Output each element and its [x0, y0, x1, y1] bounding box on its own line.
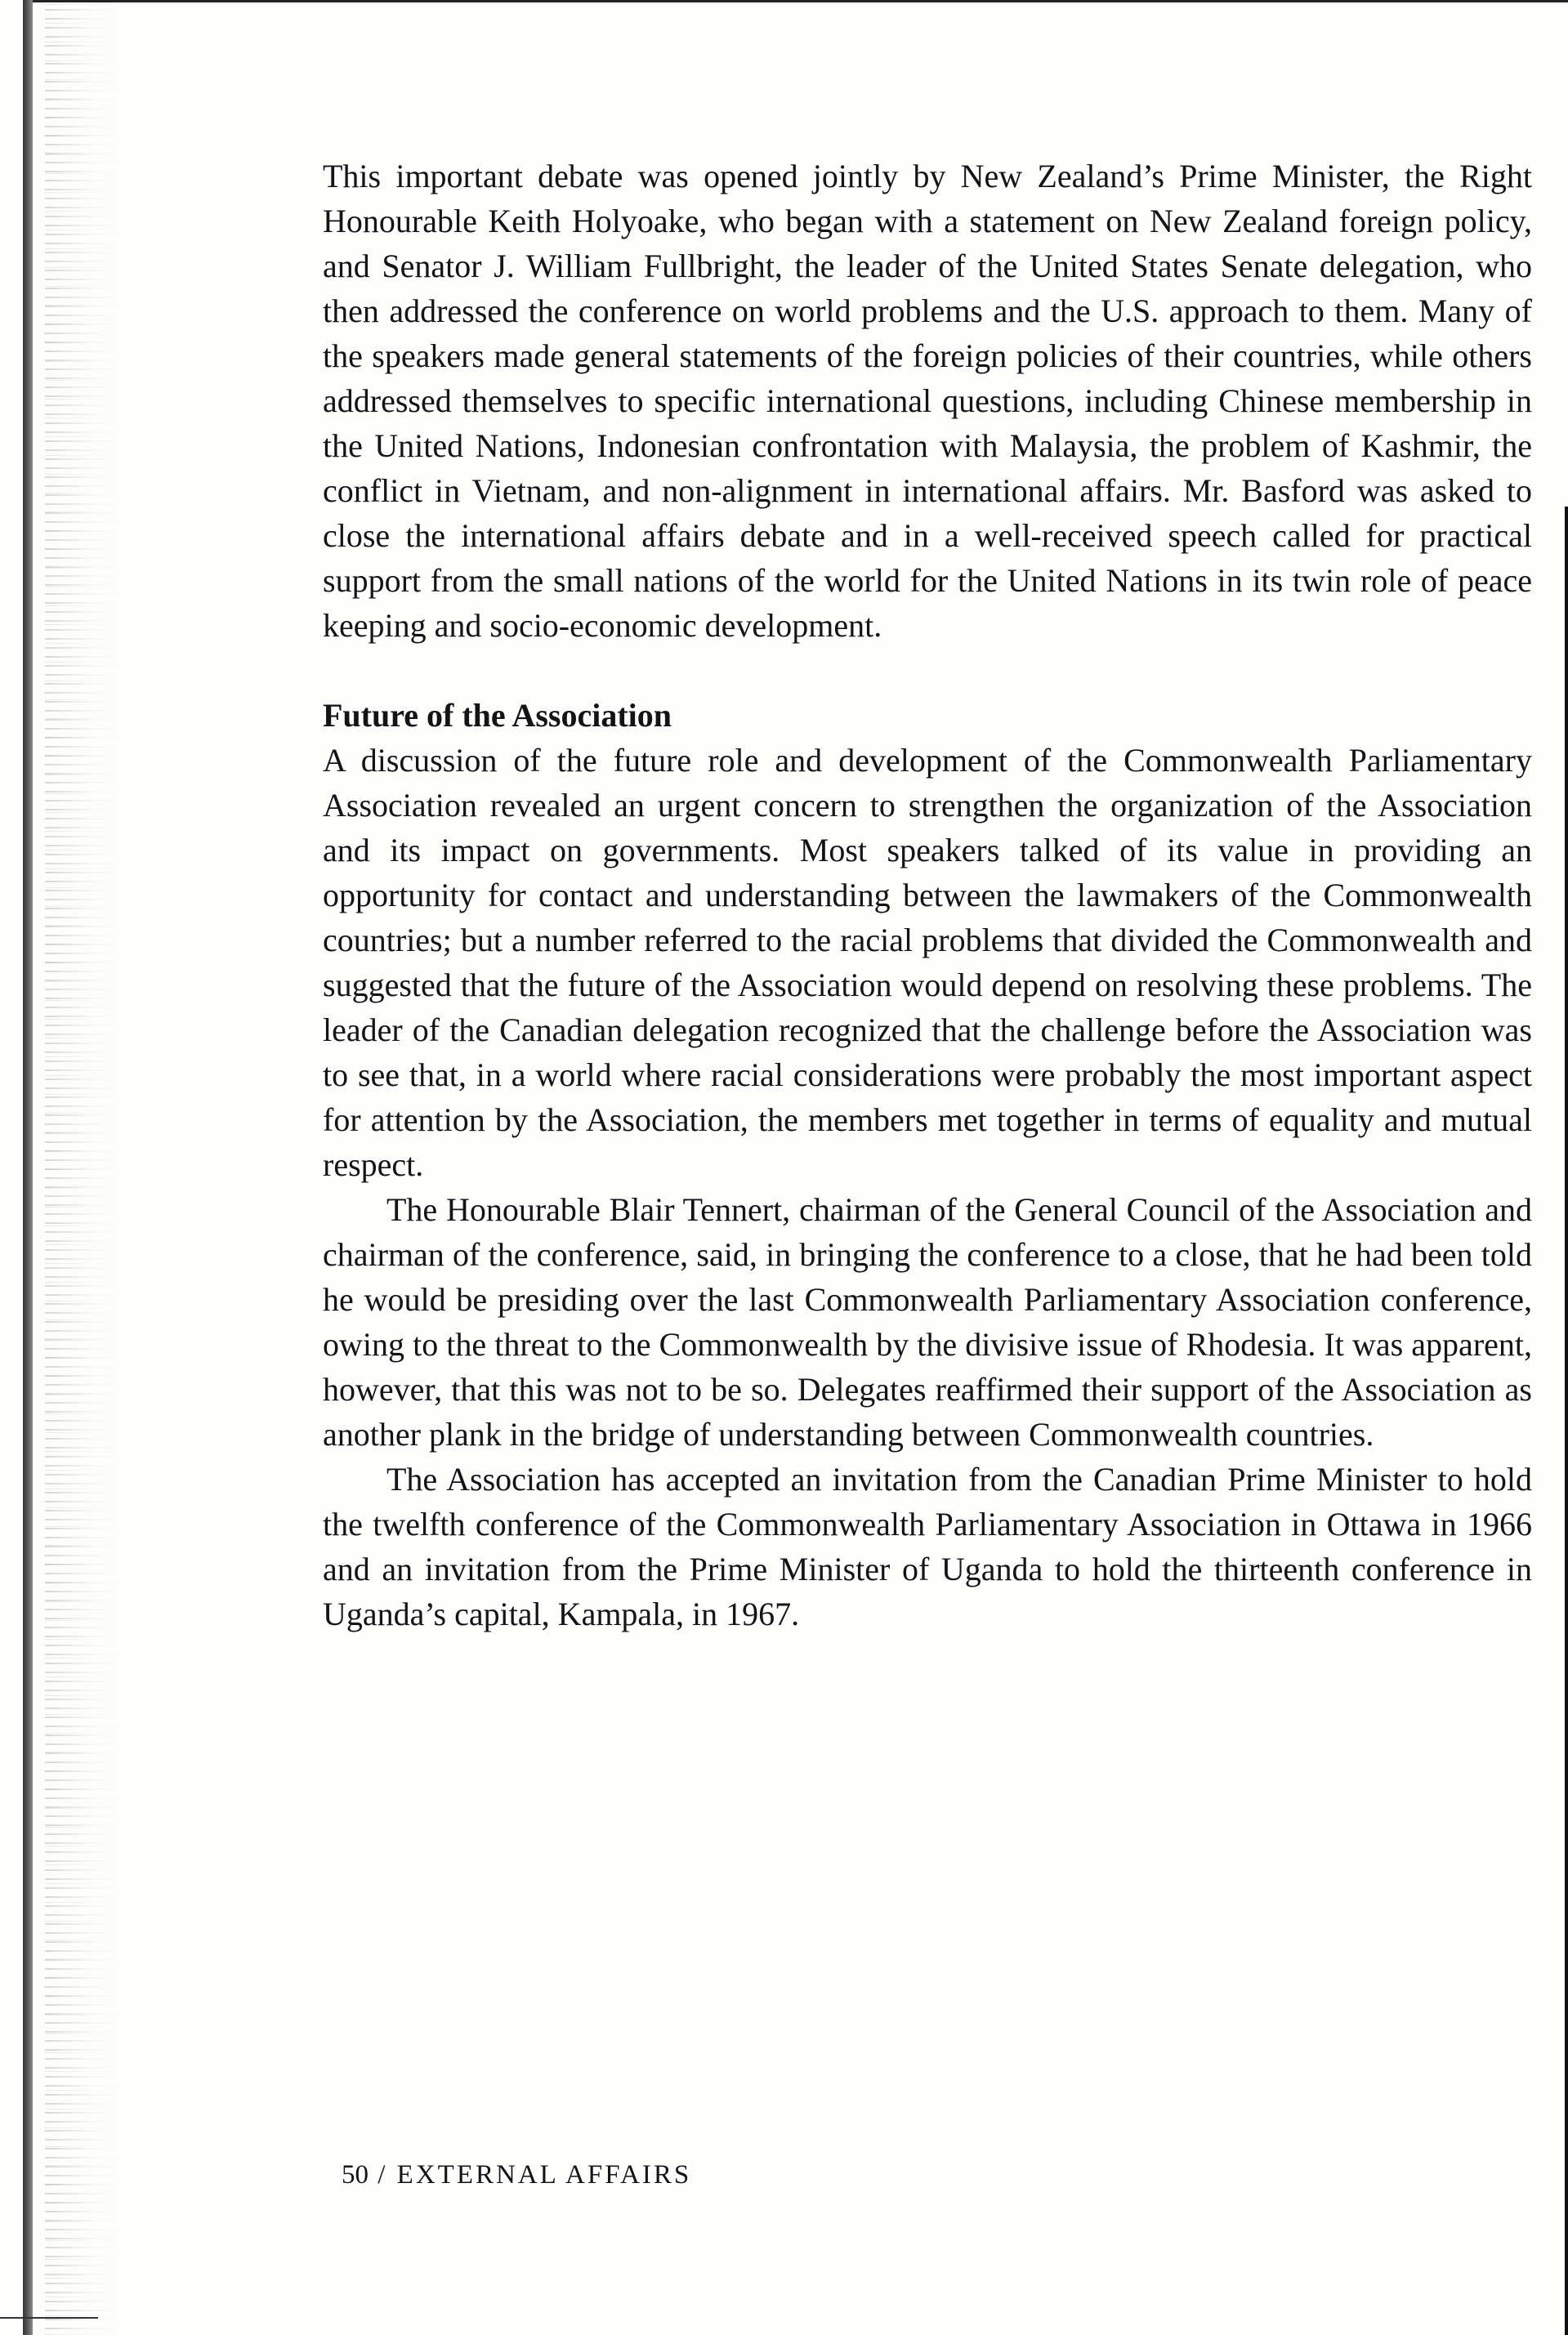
- scan-binding-edge: [0, 0, 123, 2335]
- binding-shadow: [23, 0, 33, 2335]
- scan-right-edge: [1565, 507, 1568, 2335]
- publication-name: EXTERNAL AFFAIRS: [396, 2160, 692, 2190]
- paragraph-international-affairs: This important debate was opened jointly by New Zealand’s Prime Minister, the Right Honourable Keith Holyoake, who began with a statement on New Zealand foreign policy, and Senator J. William Fullbright, the leader of the United States Senate delegation, who then addressed the conference on world problems and the U.S. approach to them. Many of the speakers made general statements of the foreign policies of their countries, while others addressed themselves to specific international questions, including Chinese membership in the United Nations, Indonesian confrontation with Malaysia, the problem of Kashmir, the conflict in Vietnam, and non-alignment in international affairs. Mr. Basford was asked to close the international affairs debate and in a well-received speech called for practical support from the small nations of the world for the United Nations in its twin role of peace keeping and socio-economic development.: [323, 158, 1532, 644]
- article-body: [323, 154, 1532, 1636]
- scan-top-edge: [33, 0, 1568, 2]
- page-number: 50: [342, 2160, 369, 2190]
- paragraph-conference-close: The Honourable Blair Tennert, chairman of the General Council of the Association and chairman of the conference, said, in bringing the conference to a close, that he had been told he would be presiding over the last Commonwealth Parliamentary Association conference, owing to the threat to the Commonwealth by the divisive issue of Rhodesia. It was apparent, however, that this was not to be so. Delegates reaffirmed their support of the Association as another plank in the bridge of understanding between Commonwealth countries.: [323, 1191, 1532, 1453]
- page-footer: [342, 2160, 691, 2190]
- paragraph-next-conferences: The Association has accepted an invitation from the Canadian Prime Minister to hold the twelfth conference of the Commonwealth Parliamentary Association in Ottawa in 1966 and an invitation from the Prime Minister of Uganda to hold the thirteenth conference in Uganda’s capital, Kampala, in 1967.: [323, 1461, 1532, 1632]
- scan-bottom-edge: [0, 2317, 98, 2319]
- binding-speckle: [45, 0, 118, 2335]
- footer-separator: /: [377, 2160, 388, 2190]
- paragraph-future-role: A discussion of the future role and development of the Commonwealth Parliamentary Association revealed an urgent concern to strengthen the organization of the Association and its impact on governments. Most speakers talked of its value in providing an opportunity for contact and understanding between the lawmakers of the Commonwealth countries; but a number referred to the racial problems that divided the Commonwealth and suggested that the future of the Association would depend on resolving these problems. The leader of the Canadian delegation recognized that the challenge before the Association was to see that, in a world where racial considerations were probably the most important aspect for attention by the Association, the members met together in terms of equality and mutual respect.: [323, 742, 1532, 1183]
- section-heading: Future of the Association: [323, 697, 672, 734]
